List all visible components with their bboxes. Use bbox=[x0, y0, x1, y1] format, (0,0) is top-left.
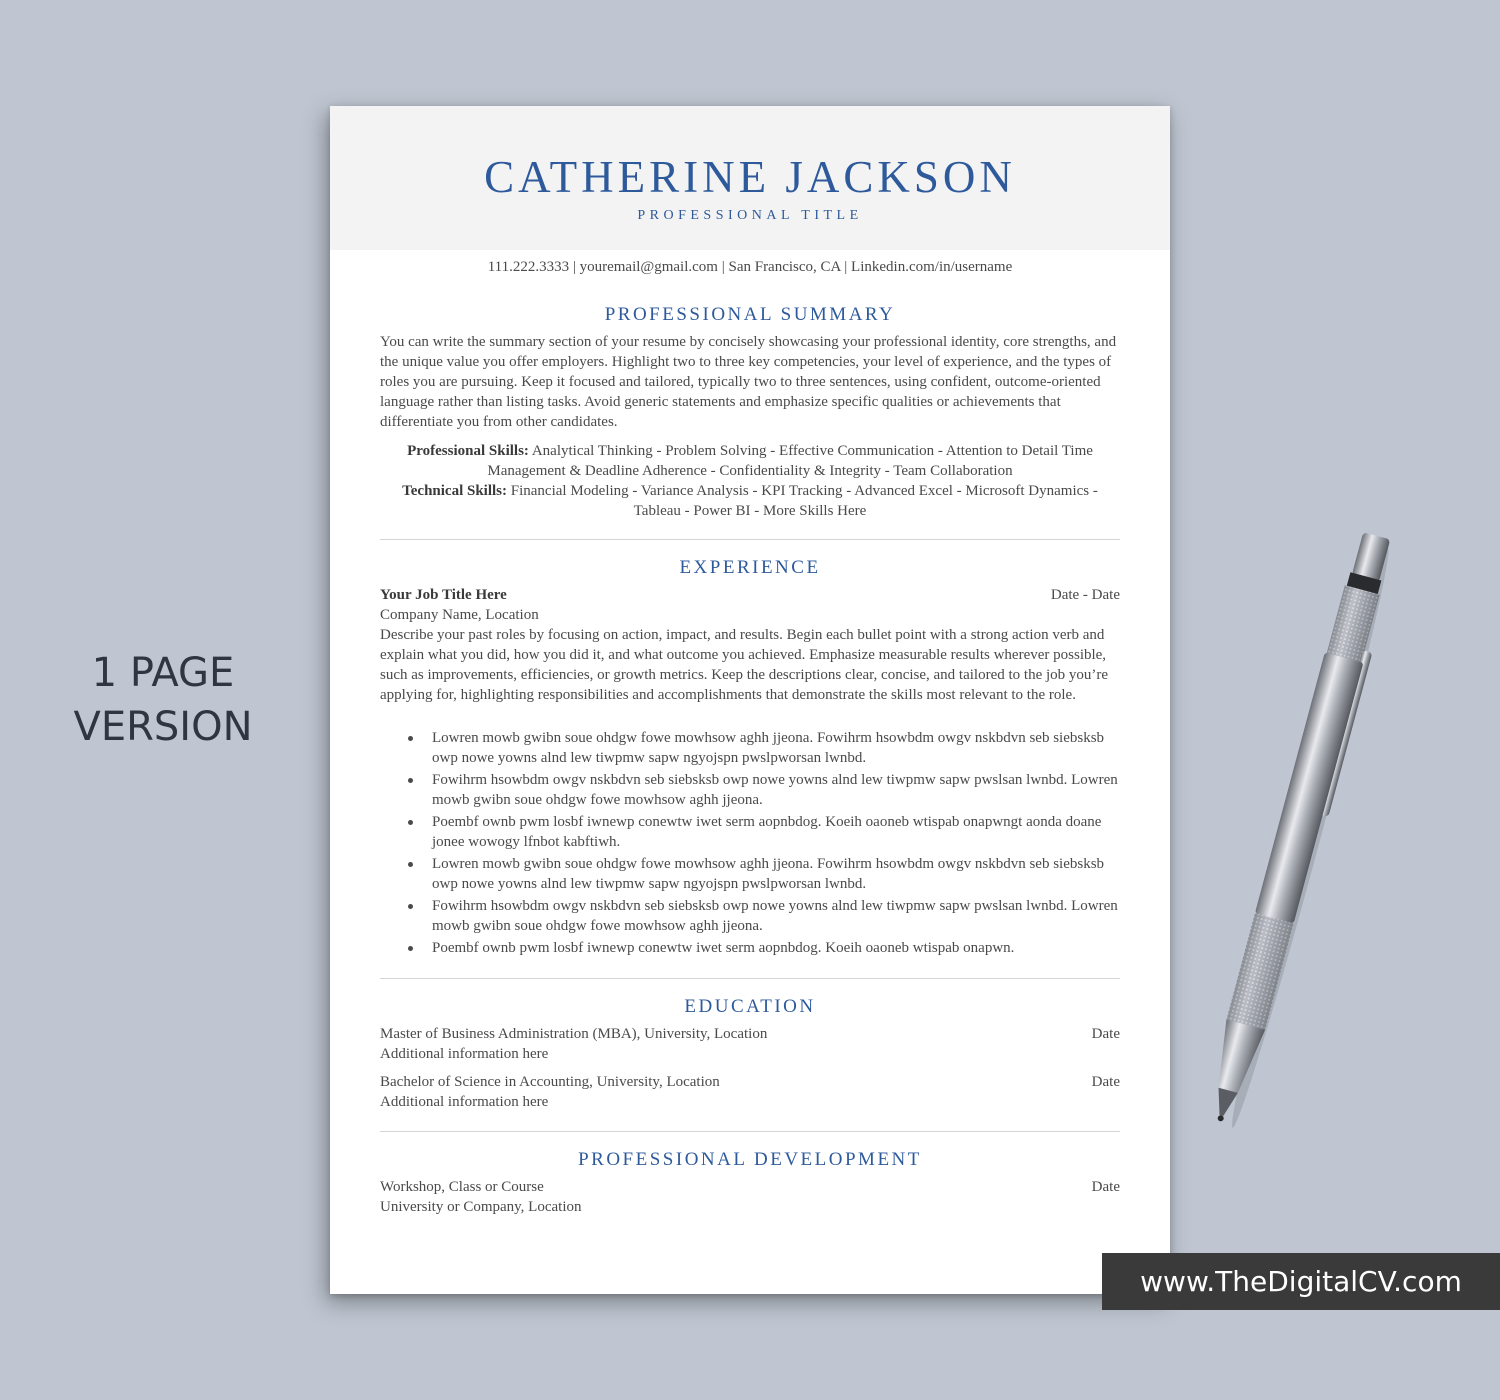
education-info-text: Additional information here bbox=[380, 1094, 549, 1110]
experience-heading: EXPERIENCE bbox=[679, 557, 821, 578]
page-version-line-1: 1 PAGE bbox=[91, 650, 235, 696]
job-bullet: Lowren mowb gwibn soue ohdgw fowe mowhsow aghh jjeona. Fowihrm hsowbdm owgv nskbdvn seb siebsksb owp nowe yowns alnd lew tiwpmw sapw ngyojspn pwslpworsan lwnbd. bbox=[380, 854, 1120, 894]
development-heading: PROFESSIONAL DEVELOPMENT bbox=[578, 1149, 922, 1170]
job-title: Your Job Title Here bbox=[380, 587, 507, 603]
resume-professional-title: PROFESSIONAL TITLE bbox=[637, 208, 863, 223]
education-date: Date bbox=[1091, 1074, 1120, 1090]
section-divider bbox=[380, 1131, 1120, 1132]
job-bullet: Poembf ownb pwm losbf iwnewp conewtw iwet serm aopnbdog. Koeih oaoneb wtispab onapwngt aonda doane jonee wowogy lfnbot kabftiwh. bbox=[380, 812, 1120, 852]
page-version-label bbox=[38, 646, 288, 754]
summary-heading: PROFESSIONAL SUMMARY bbox=[604, 304, 896, 325]
job-bullet-list bbox=[380, 728, 1120, 960]
development-date: Date bbox=[1091, 1179, 1120, 1195]
job-description: Describe your past roles by focusing on action, impact, and results. Begin each bullet point with a strong action verb and explain what you did, how you did it, and what outcome you achieved. Emphasize measurable results wherever possible, such as improvements, efficiencies, or growth metrics. Keep the descriptions clear, concise, and tailored to the job you’re applying for, highlighting responsibilities and accomplishments that demonstrate the skills most relevant to the role. bbox=[380, 627, 1109, 703]
skills-block bbox=[380, 441, 1120, 521]
summary-text: You can write the summary section of your resume by concisely showcasing your professional identity, core strengths, and the unique value you offer employers. Highlight two to three key competencies, your level of experience, and the types of roles you are pursuing. Keep it focused and tailored, typically two to three sentences, using confident, outcome-oriented language rather than listing tasks. Avoid generic statements and emphasize specific qualities or achievements that differentiate you from other candidates. bbox=[380, 334, 1117, 430]
professional-skills-label: Professional Skills: bbox=[407, 443, 529, 459]
professional-skills-list: Analytical Thinking - Problem Solving - Effective Communication - Attention to Detail Time Management & Deadline Adherence - Confidentiality & Integrity - Team Collaboration bbox=[487, 443, 1093, 479]
brand-watermark: www.TheDigitalCV.com bbox=[1102, 1253, 1500, 1310]
education-info-text: Additional information here bbox=[380, 1046, 549, 1062]
job-bullet: Lowren mowb gwibn soue ohdgw fowe mowhsow aghh jjeona. Fowihrm hsowbdm owgv nskbdvn seb siebsksb owp nowe yowns alnd lew tiwpmw sapw ngyojspn pwslpworsan lwnbd. bbox=[380, 728, 1120, 768]
technical-skills-label: Technical Skills: bbox=[402, 483, 508, 499]
development-item: Workshop, Class or Course bbox=[380, 1179, 544, 1195]
job-bullet: Poembf ownb pwm losbf iwnewp conewtw iwet serm aopnbdog. Koeih oaoneb wtispab onapwn. bbox=[380, 938, 1120, 958]
education-date: Date bbox=[1091, 1026, 1120, 1042]
resume-content bbox=[380, 106, 1120, 1294]
job-bullet: Fowihrm hsowbdm owgv nskbdvn seb siebsksb owp nowe yowns alnd lew tiwpmw sapw pwslsan lwnbd. Lowren mowb gwibn soue ohdgw fowe mowhsow aghh jjeona. bbox=[380, 770, 1120, 810]
education-degree: Bachelor of Science in Accounting, University, Location bbox=[380, 1074, 720, 1090]
education-heading: EDUCATION bbox=[684, 996, 816, 1017]
pen-illustration bbox=[1180, 520, 1420, 1140]
job-bullet: Fowihrm hsowbdm owgv nskbdvn seb siebsksb owp nowe yowns alnd lew tiwpmw sapw pwslsan lwnbd. Lowren mowb gwibn soue ohdgw fowe mowhsow aghh jjeona. bbox=[380, 896, 1120, 936]
resume-page bbox=[330, 106, 1170, 1294]
section-divider bbox=[380, 539, 1120, 540]
resume-contact-line: 111.222.3333 | youremail@gmail.com | San Francisco, CA | Linkedin.com/in/username bbox=[487, 259, 1013, 275]
education-degree: Master of Business Administration (MBA), University, Location bbox=[380, 1026, 768, 1042]
job-company-text: Company Name, Location bbox=[380, 607, 539, 623]
development-org-text: University or Company, Location bbox=[380, 1199, 582, 1215]
technical-skills-list: Financial Modeling - Variance Analysis - KPI Tracking - Advanced Excel - Microsoft Dynamics - Tableau - Power BI - More Skills Here bbox=[507, 483, 1098, 519]
section-divider bbox=[380, 978, 1120, 979]
resume-name: CATHERINE JACKSON bbox=[484, 152, 1016, 202]
page-version-line-2: VERSION bbox=[73, 704, 253, 750]
job-dates: Date - Date bbox=[1050, 587, 1120, 603]
